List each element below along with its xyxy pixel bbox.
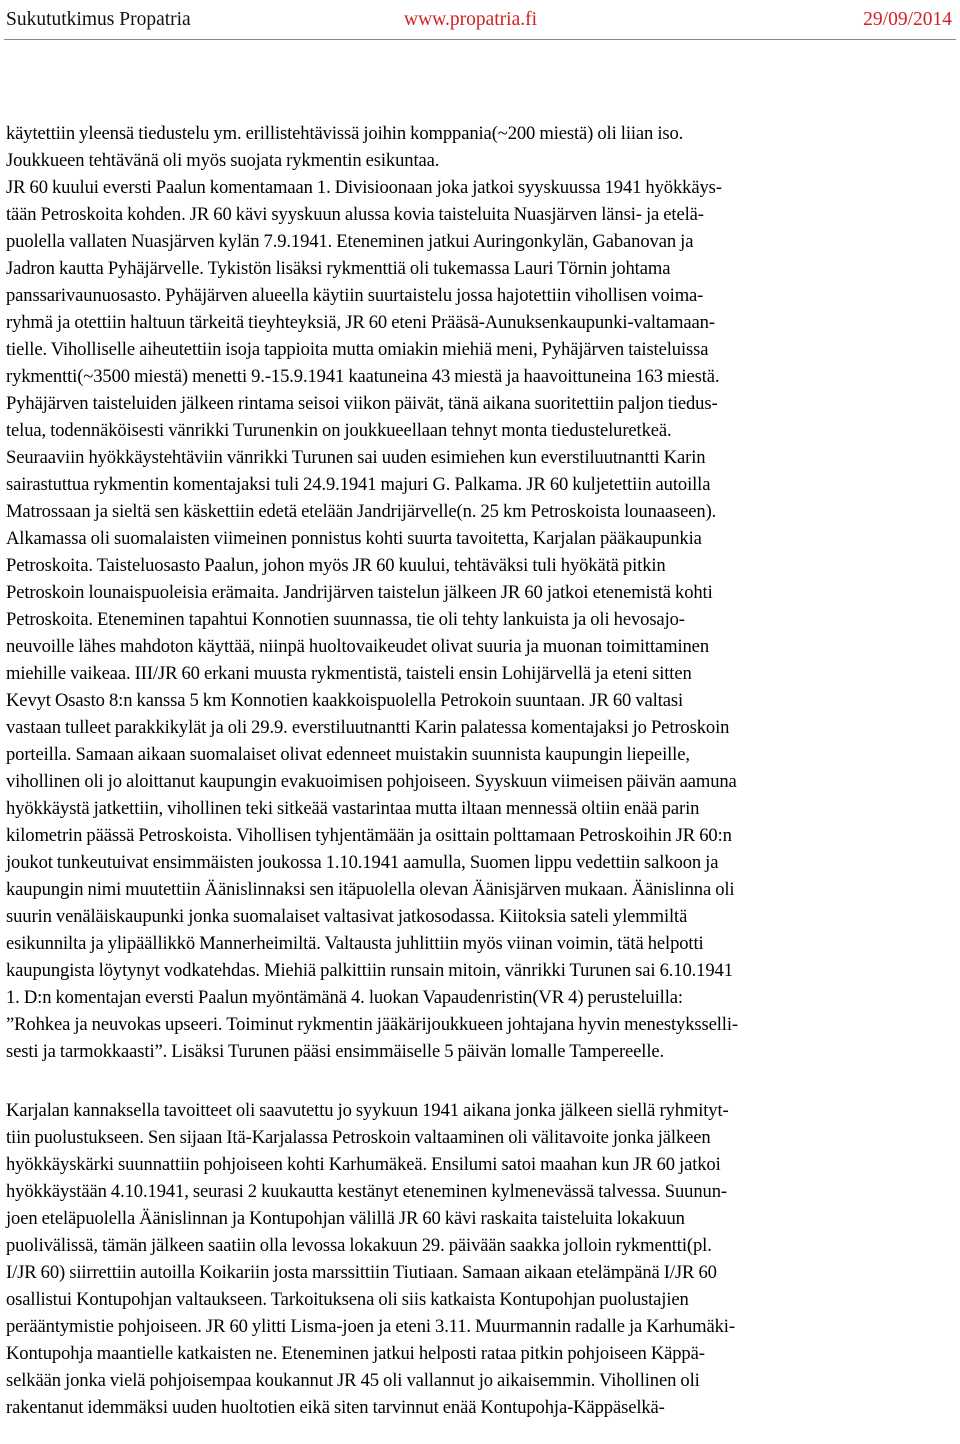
text-line: telua, todennäköisesti vänrikki Turunenkin on joukkueellaan tehnyt monta tiedusteluretkeä. (6, 420, 672, 441)
text-line: kaupungista löytynyt vodkatehdas. Miehiä palkittiin runsain mitoin, vänrikki Turunen sai 6.10.1941 (6, 960, 733, 981)
paragraph-2 (6, 1097, 956, 1421)
paragraph-gap (6, 1065, 956, 1097)
text-line: esikunnilta ja ylipäällikkö Mannerheimiltä. Valtausta juhlittiin myös viinan voimin, tätä helpotti (6, 933, 704, 954)
text-line: panssarivaunuosasto. Pyhäjärven alueella käytiin suurtaistelu jossa hajotettiin vihollisen voima- (6, 285, 704, 306)
text-line: ”Rohkea ja neuvokas upseeri. Toiminut rykmentin jääkärijoukkueen johtajana hyvin menestyksselli- (6, 1014, 738, 1035)
text-line: rakentanut idemmäksi uuden huoltotien eikä siten tarvinnut enää Kontupohja-Käppäselkä- (6, 1397, 665, 1418)
header-site-url: www.propatria.fi (404, 9, 538, 30)
text-line: neuvoille lähes mahdoton käyttää, niinpä huoltovaikeudet olivat suuria ja muonan toimittaminen (6, 636, 709, 657)
text-line: Kontupohja maantielle katkaisten ne. Eteneminen jatkui helposti rataa pitkin pohjoiseen Käppä- (6, 1343, 705, 1364)
text-line: sairastuttua rykmentin komentajaksi tuli 24.9.1941 majuri G. Palkama. JR 60 kuljetettiin autoilla (6, 474, 711, 495)
text-line: puolivälissä, tämän jälkeen saatiin olla levossa lokakuun 29. päivään saakka jolloin rykmentti(pl. (6, 1235, 712, 1256)
text-line: Alkamassa oli suomalaisten viimeinen ponnistus kohti suurta tavoitetta, Karjalan pääkaupunkia (6, 528, 702, 549)
text-line: JR 60 kuului eversti Paalun komentamaan 1. Divisioonaan joka jatkoi syyskuussa 1941 hyökkäys- (6, 177, 722, 198)
text-line: tielle. Viholliselle aiheutettiin isoja tappioita mutta omiakin miehiä meni, Pyhäjärven taisteluissa (6, 339, 709, 360)
text-line: vastaan tulleet parakkikylät ja oli 29.9. everstiluutnantti Karin palatessa komentajaksi jo Petroskoin (6, 717, 730, 738)
text-line: miehille vaikeaa. III/JR 60 erkani muusta rykmentistä, taisteli ensin Lohijärvellä ja eteni sitten (6, 663, 692, 684)
text-line: Jadron kautta Pyhäjärvelle. Tykistön lisäksi rykmenttiä oli tukemassa Lauri Törnin johtama (6, 258, 671, 279)
text-line: puolella vallaten Nuasjärven kylän 7.9.1941. Eteneminen jatkui Auringonkylän, Gabanovan ja (6, 231, 694, 252)
text-line: Seuraaviin hyökkäystehtäviin vänrikki Turunen sai uuden esimiehen kun everstiluutnantti Karin (6, 447, 706, 468)
text-line: selkään jonka vielä pohjoisempaa koukannut JR 45 oli vallannut jo aikaisemmin. Vihollinen oli (6, 1370, 700, 1391)
text-line: Matrossaan ja sieltä sen käskettiin edetä etelään Jandrijärvelle(n. 25 km Petroskoista lounaaseen). (6, 501, 717, 522)
text-line: hyökkäystään 4.10.1941, seurasi 2 kuukautta kestänyt eteneminen kylmenevässä talvessa. Suunun- (6, 1181, 727, 1202)
text-line: Kevyt Osasto 8:n kanssa 5 km Konnotien kaakkoispuolella Petrokoin suuntaan. JR 60 valtasi (6, 690, 684, 711)
text-line: kaupungin nimi muutettiin Äänislinnaksi sen itäpuolella olevan Äänisjärven mukaan. Äänislinna oli (6, 879, 735, 900)
page-header (4, 4, 956, 36)
text-line: Petroskoita. Taisteluosasto Paalun, johon myös JR 60 kuului, tehtäväksi tuli hyökätä pitkin (6, 555, 666, 576)
header-divider (4, 39, 956, 40)
text-line: rykmentti(~3500 miestä) menetti 9.-15.9.1941 kaatuneina 43 miestä ja haavoittuneina 163 miestä. (6, 366, 720, 387)
header-site-name: Sukututkimus Propatria (6, 9, 191, 30)
text-line: kilometrin päässä Petroskoista. Vihollisen tyhjentämään ja osittain polttamaan Petroskoihin JR 60:n (6, 825, 732, 846)
paragraph-1 (6, 120, 956, 1065)
text-line: sesti ja tarmokkaasti”. Lisäksi Turunen pääsi ensimmäiselle 5 päivän lomalle Tampereelle. (6, 1041, 665, 1062)
text-line: porteilla. Samaan aikaan suomalaiset olivat edenneet muistakin suunnista kaupungin liepeille, (6, 744, 690, 765)
text-line: hyökkäyskärki suunnattiin pohjoiseen kohti Karhumäkeä. Ensilumi satoi maahan kun JR 60 jatkoi (6, 1154, 721, 1175)
text-line: käytettiin yleensä tiedustelu ym. erillistehtävissä joihin komppania(~200 miestä) oli liian iso. (6, 123, 684, 144)
text-line: tään Petroskoita kohden. JR 60 kävi syyskuun alussa kovia taisteluita Nuasjärven länsi- ja etelä- (6, 204, 704, 225)
text-line: Karjalan kannaksella tavoitteet oli saavutettu jo syykuun 1941 aikana jonka jälkeen siellä ryhmityt- (6, 1100, 729, 1121)
text-line: joukot tunkeutuivat ensimmäisten joukossa 1.10.1941 aamulla, Suomen lippu vedettiin salkoon ja (6, 852, 719, 873)
text-line: vihollinen oli jo aloittanut kaupungin evakuoimisen pohjoiseen. Syyskuun viimeisen päivän aamuna (6, 771, 737, 792)
text-line: ryhmä ja otettiin haltuun tärkeitä tieyhteyksiä, JR 60 eteni Prääsä-Aunuksenkaupunki-valtamaan- (6, 312, 715, 333)
text-line: I/JR 60) siirrettiin autoilla Koikariin josta marssittiin Tiutiaan. Samaan aikaan etelämpänä I/JR 60 (6, 1262, 717, 1283)
text-line: Petroskoin lounaispuoleisia erämaita. Jandrijärven taistelun jälkeen JR 60 jatkoi etenemistä kohti (6, 582, 713, 603)
text-line: osallistui Kontupohjan valtaukseen. Tarkoituksena oli siis katkaista Kontupohjan puolustajien (6, 1289, 689, 1310)
text-line: Petroskoita. Eteneminen tapahtui Konnotien suunnassa, tie oli tehty lankuista ja oli hevosajo- (6, 609, 685, 630)
text-line: tiin puolustukseen. Sen sijaan Itä-Karjalassa Petroskoin valtaaminen oli välitavoite jonka jälkeen (6, 1127, 711, 1148)
document-body (6, 120, 956, 1421)
text-line: perääntymistie pohjoiseen. JR 60 ylitti Lisma-joen ja eteni 3.11. Muurmannin radalle ja Karhumäki- (6, 1316, 735, 1337)
text-line: Pyhäjärven taisteluiden jälkeen rintama seisoi viikon päivät, tänä aikana suoritettiin paljon tiedus- (6, 393, 718, 414)
text-line: 1. D:n komentajan eversti Paalun myöntämänä 4. luokan Vapaudenristin(VR 4) perusteluilla: (6, 987, 683, 1008)
text-line: hyökkäystä jatkettiin, vihollinen teki sitkeää vastarintaa mutta iltaan mennessä oltiin enää parin (6, 798, 700, 819)
text-line: joen eteläpuolella Äänislinnan ja Kontupohjan välillä JR 60 kävi raskaita taisteluita lokakuun (6, 1208, 685, 1229)
text-line: Joukkueen tehtävänä oli myös suojata rykmentin esikuntaa. (6, 150, 440, 171)
header-date: 29/09/2014 (863, 9, 952, 30)
text-line: suurin venäläiskaupunki jonka suomalaiset valtasivat jatkosodassa. Kiitoksia sateli ylemmiltä (6, 906, 688, 927)
